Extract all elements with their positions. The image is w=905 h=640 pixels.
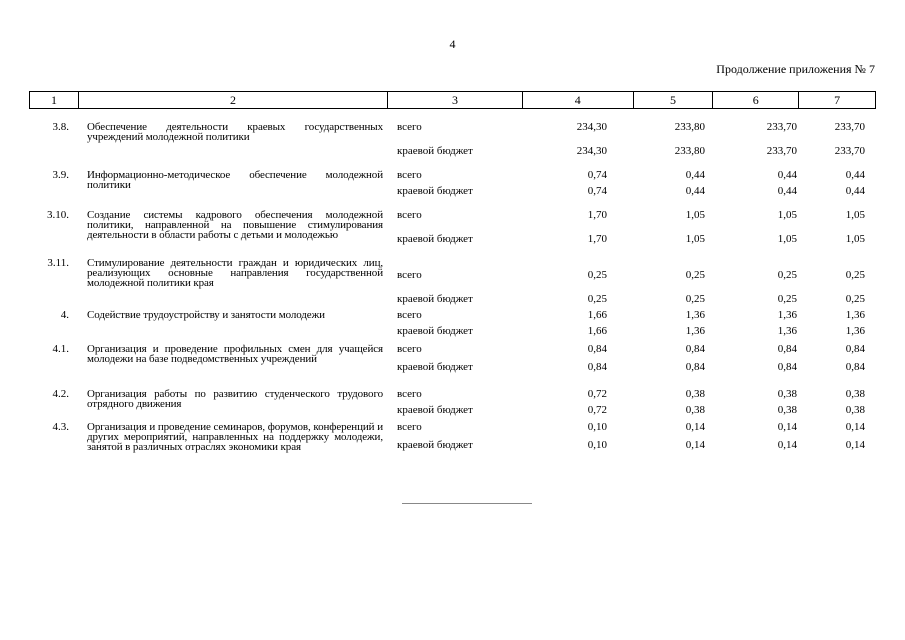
funding-value-cell: 234,30: [576, 145, 607, 157]
funding-value-cell: 0,38: [845, 404, 865, 416]
funding-value-cell: 1,05: [685, 209, 705, 221]
funding-source-label: всего: [397, 388, 422, 400]
funding-source-label: всего: [397, 269, 422, 281]
funding-source-label: краевой бюджет: [397, 439, 473, 451]
funding-value-cell: 0,84: [845, 361, 865, 373]
funding-value-cell: 0,38: [685, 404, 705, 416]
funding-source-label: краевой бюджет: [397, 145, 473, 157]
funding-value-cell: 0,10: [587, 421, 607, 433]
funding-value-cell: 1,05: [777, 233, 797, 245]
funding-value-cell: 0,44: [685, 169, 705, 181]
funding-value-cell: 0,25: [845, 293, 865, 305]
header-cell-2: 2: [79, 92, 388, 108]
funding-value-cell: 234,30: [576, 121, 607, 133]
funding-value-cell: 1,05: [777, 209, 797, 221]
funding-value-cell: 233,70: [834, 121, 865, 133]
appendix-continuation-note: Продолжение приложения № 7: [716, 62, 875, 76]
row-activity-name: Организация и проведение семинаров, форумов, конференций и других мероприятий, направленных на поддержку молодежи, занятой в различных отраслях экономики края: [87, 421, 383, 453]
funding-value-cell: 1,70: [587, 233, 607, 245]
funding-value-cell: 0,25: [845, 269, 865, 281]
funding-value-cell: 0,38: [845, 388, 865, 400]
funding-value-cell: 233,80: [674, 145, 705, 157]
funding-value-cell: 1,36: [845, 325, 865, 337]
funding-value-cell: 233,70: [766, 121, 797, 133]
row-number: 4.3.: [52, 421, 69, 433]
funding-value-cell: 0,84: [587, 343, 607, 355]
funding-value-cell: 0,72: [587, 388, 607, 400]
header-cell-7: 7: [834, 93, 841, 107]
funding-value-cell: 0,14: [777, 421, 797, 433]
funding-value-cell: 0,38: [777, 388, 797, 400]
funding-value-cell: 0,44: [685, 185, 705, 197]
funding-value-cell: 1,36: [685, 309, 705, 321]
funding-source-label: всего: [397, 209, 422, 221]
funding-value-cell: 0,25: [587, 269, 607, 281]
funding-value-cell: 1,36: [685, 325, 705, 337]
funding-value-cell: 0,25: [685, 293, 705, 305]
funding-value-cell: 1,36: [777, 325, 797, 337]
funding-value-cell: 0,84: [777, 361, 797, 373]
row-activity-name: Содействие трудоустройству и занятости молодежи: [87, 309, 325, 321]
funding-source-label: краевой бюджет: [397, 293, 473, 305]
row-number: 4.: [60, 309, 69, 321]
row-activity-name: Создание системы кадрового обеспечения молодежной политики, направленной на повышение стимулирования деятельности в области работы с детьми и молодежью: [87, 209, 383, 241]
funding-value-cell: 1,66: [587, 325, 607, 337]
row-activity-name: Стимулирование деятельности граждан и юридических лиц, реализующих основные направления государственной молодежной политики края: [87, 257, 383, 289]
funding-value-cell: 1,05: [685, 233, 705, 245]
header-cell-4: 4: [523, 92, 634, 108]
funding-source-label: всего: [397, 309, 422, 321]
funding-value-cell: 0,25: [777, 293, 797, 305]
footer-divider: [402, 503, 532, 504]
funding-value-cell: 1,05: [845, 233, 865, 245]
funding-source-label: всего: [397, 169, 422, 181]
funding-source-label: краевой бюджет: [397, 233, 473, 245]
funding-value-cell: 0,14: [777, 439, 797, 451]
row-number: 3.10.: [47, 209, 69, 221]
row-activity-name: Организация работы по развитию студенческого трудового отрядного движения: [87, 388, 383, 410]
header-cell-6: 6: [713, 92, 799, 108]
row-number: 3.11.: [47, 257, 69, 269]
funding-value-cell: 0,10: [587, 439, 607, 451]
funding-value-cell: 0,84: [685, 361, 705, 373]
funding-value-cell: 0,72: [587, 404, 607, 416]
funding-value-cell: 0,74: [587, 185, 607, 197]
funding-value-cell: 0,84: [777, 343, 797, 355]
row-activity-name: Обеспечение деятельности краевых государственных учреждений молодежной политики: [87, 121, 383, 143]
funding-source-label: краевой бюджет: [397, 325, 473, 337]
funding-value-cell: 0,25: [587, 293, 607, 305]
funding-value-cell: 0,14: [685, 439, 705, 451]
header-cell-3: 3: [388, 92, 523, 108]
funding-value-cell: 233,70: [766, 145, 797, 157]
funding-source-label: краевой бюджет: [397, 361, 473, 373]
funding-value-cell: 1,70: [587, 209, 607, 221]
table-header-row: [29, 91, 876, 109]
funding-value-cell: 1,36: [777, 309, 797, 321]
funding-value-cell: 0,84: [845, 343, 865, 355]
funding-value-cell: 1,66: [587, 309, 607, 321]
funding-value-cell: 0,14: [845, 421, 865, 433]
funding-source-label: всего: [397, 421, 422, 433]
funding-value-cell: 0,38: [685, 388, 705, 400]
funding-source-label: всего: [397, 343, 422, 355]
funding-value-cell: 0,25: [777, 269, 797, 281]
funding-source-label: краевой бюджет: [397, 185, 473, 197]
row-number: 3.9.: [52, 169, 69, 181]
funding-value-cell: 0,44: [777, 185, 797, 197]
header-cell-5: 5: [634, 92, 714, 108]
funding-value-cell: 233,70: [834, 145, 865, 157]
row-number: 4.2.: [52, 388, 69, 400]
row-activity-name: Информационно-методическое обеспечение молодежной политики: [87, 169, 383, 191]
funding-value-cell: 0,84: [587, 361, 607, 373]
budget-table-body: [29, 109, 889, 489]
funding-value-cell: 0,44: [845, 169, 865, 181]
funding-value-cell: 0,74: [587, 169, 607, 181]
funding-value-cell: 1,36: [845, 309, 865, 321]
row-number: 3.8.: [52, 121, 69, 133]
funding-value-cell: 0,14: [685, 421, 705, 433]
page-number: 4: [449, 37, 456, 51]
funding-value-cell: 0,14: [845, 439, 865, 451]
funding-value-cell: 233,80: [674, 121, 705, 133]
funding-source-label: всего: [397, 121, 422, 133]
funding-value-cell: 0,38: [777, 404, 797, 416]
funding-value-cell: 0,84: [685, 343, 705, 355]
row-number: 4.1.: [52, 343, 69, 355]
funding-value-cell: 0,25: [685, 269, 705, 281]
funding-source-label: краевой бюджет: [397, 404, 473, 416]
funding-value-cell: 0,44: [777, 169, 797, 181]
funding-value-cell: 1,05: [845, 209, 865, 221]
funding-value-cell: 0,44: [845, 185, 865, 197]
header-cell-1: 1: [30, 92, 79, 108]
row-activity-name: Организация и проведение профильных смен для учащейся молодежи на базе подведомственных учреждений: [87, 343, 383, 365]
